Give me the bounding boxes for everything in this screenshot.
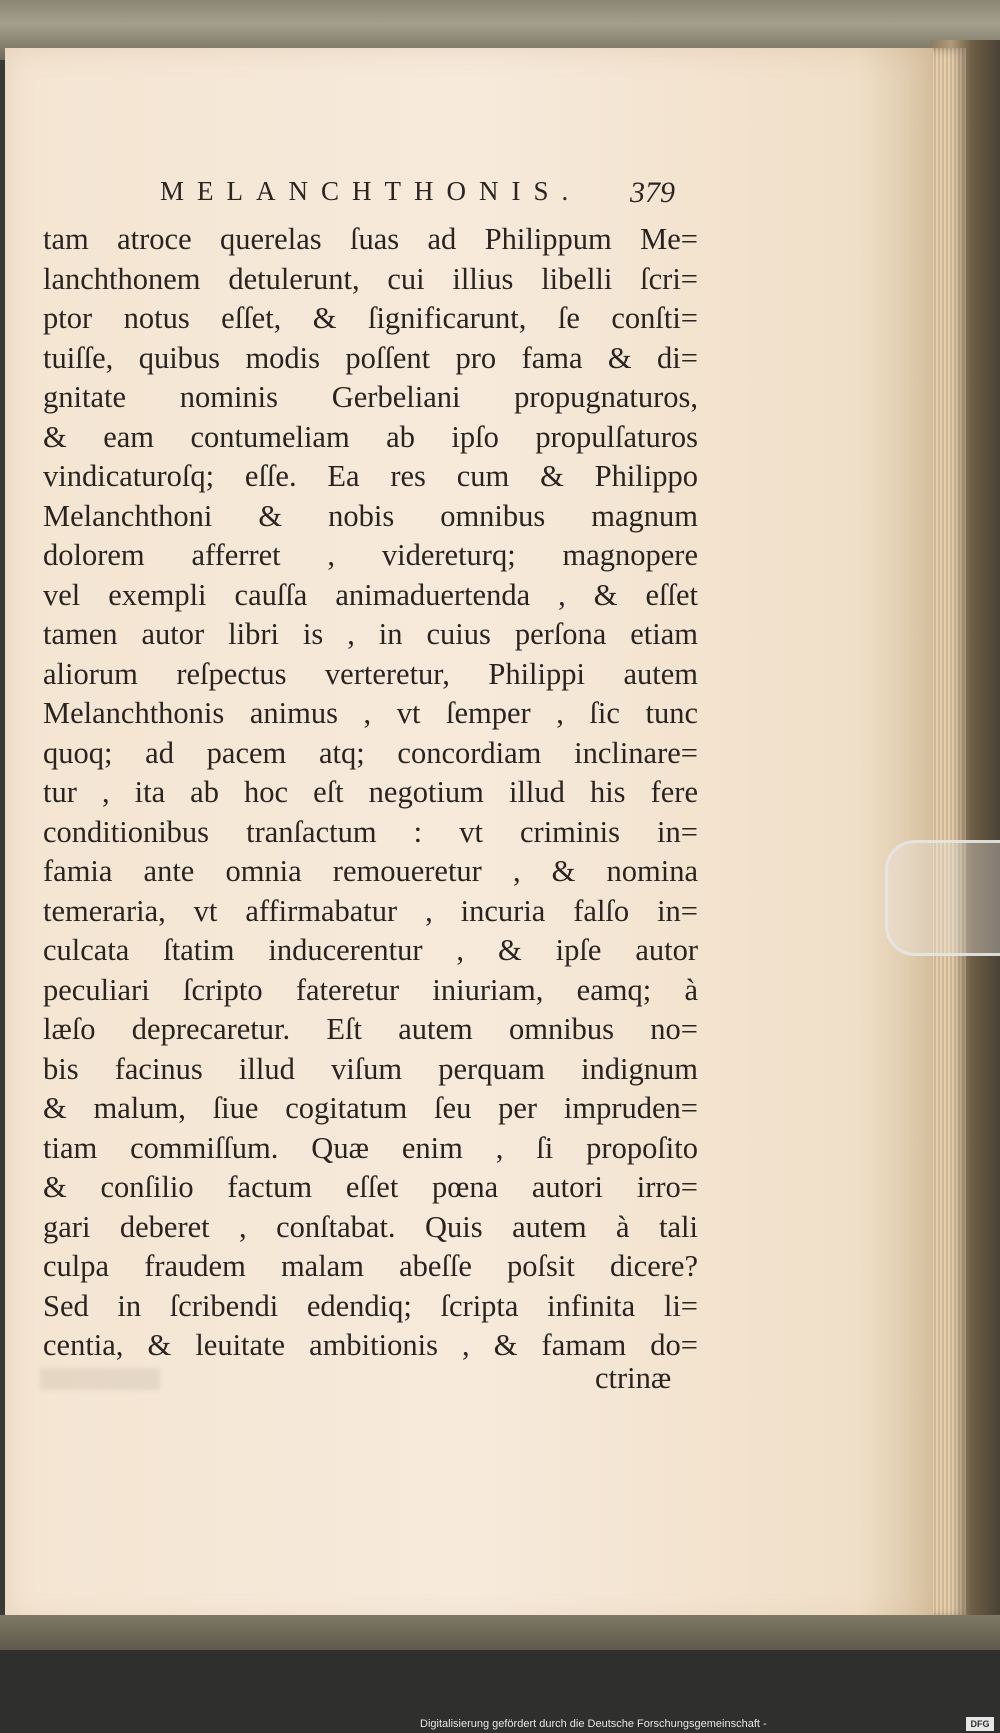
text-line: & malum, ſiue cogitatum ſeu per impruden=	[43, 1091, 698, 1125]
text-line: dolorem afferret , videreturq; magnopere	[43, 538, 698, 572]
text-line: vel exempli cauſſa animaduertenda , & eſſet	[43, 577, 698, 612]
page-number: 379	[630, 176, 675, 209]
dfg-logo: DFG	[966, 1717, 994, 1731]
text-line: Melanchthoni & nobis omnibus magnum	[43, 498, 698, 533]
text-line: & eam contumeliam ab ipſo propulſaturos	[43, 419, 698, 454]
body-text	[43, 220, 698, 1366]
text-line: tuiſſe, quibus modis poſſent pro fama & di=	[43, 340, 698, 375]
text-line: gnitate nominis Gerbeliani propugnaturos,	[43, 380, 698, 414]
text-line: tiam commiſſum. Quæ enim , ſi propoſito	[43, 1130, 698, 1165]
text-line: vindicaturoſq; eſſe. Ea res cum & Philippo	[43, 459, 698, 493]
text-line: & conſilio factum eſſet pœna autori irro=	[43, 1170, 698, 1204]
text-line: bis facinus illud viſum perquam indignum	[43, 1051, 698, 1086]
text-line: culcata ſtatim inducerentur , & ipſe autor	[43, 933, 698, 967]
book-cover-bottom	[0, 1615, 1000, 1650]
text-line: læſo deprecaretur. Eſt autem omnibus no=	[43, 1012, 698, 1046]
text-line: Sed in ſcribendi edendiq; ſcripta infinita li=	[43, 1288, 698, 1323]
book-clip	[885, 840, 1000, 956]
text-line: peculiari ſcripto fateretur iniuriam, eamq; à	[43, 972, 698, 1007]
ink-bleed-through	[40, 1368, 160, 1390]
running-head: MELANCHTHONIS.	[160, 176, 582, 206]
text-line: tamen autor libri is , in cuius perſona etiam	[43, 617, 698, 651]
text-line: culpa fraudem malam abeſſe poſsit dicere?	[43, 1249, 698, 1283]
text-line: centia, & leuitate ambitionis , & famam do=	[43, 1328, 698, 1362]
text-line: Melanchthonis animus , vt ſemper , ſic tunc	[43, 696, 698, 730]
text-line: temeraria, vt affirmabatur , incuria falſo in=	[43, 893, 698, 928]
text-line: ptor notus eſſet, & ſignificarunt, ſe conſti=	[43, 301, 698, 335]
footer-funding-note: Digitalisierung gefördert durch die Deutsche Forschungsgemeinschaft -	[420, 1718, 767, 1730]
text-line: tam atroce querelas ſuas ad Philippum Me=	[43, 222, 698, 256]
text-line: quoq; ad pacem atq; concordiam inclinare=	[43, 735, 698, 770]
text-line: conditionibus tranſactum : vt criminis in=	[43, 814, 698, 849]
book-page	[5, 48, 933, 1623]
text-line: tur , ita ab hoc eſt negotium illud his fere	[43, 775, 698, 809]
page-edges	[928, 48, 966, 1618]
catchword: ctrinæ	[595, 1361, 672, 1395]
text-line: famia ante omnia remoueretur , & nomina	[43, 854, 698, 888]
text-line: aliorum reſpectus verteretur, Philippi autem	[43, 656, 698, 691]
text-line: lanchthonem detulerunt, cui illius libelli ſcri=	[43, 261, 698, 296]
text-line: gari deberet , conſtabat. Quis autem à tali	[43, 1209, 698, 1244]
